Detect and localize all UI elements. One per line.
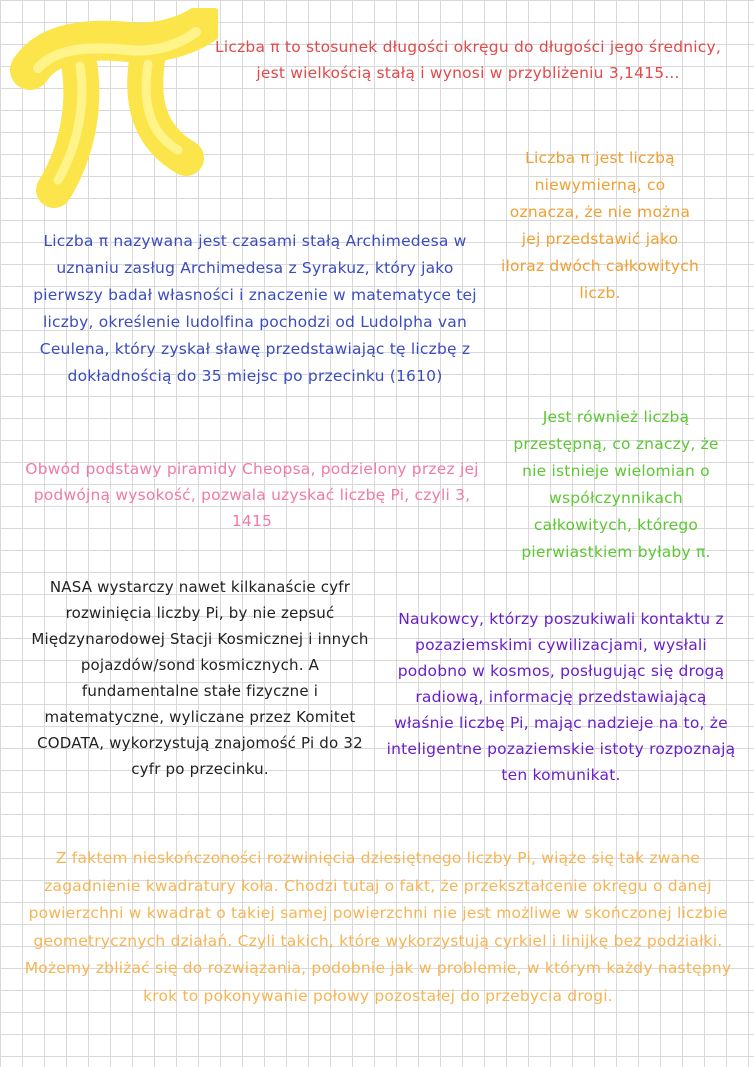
nasa-note: NASA wystarczy nawet kilkanaście cyfr rozwinięcia liczby Pi, by nie zepsuć Międzynarodowej Stacji Kosmicznej i innych pojazdów/sond kosmicznych. A fundamentalne stałe fizyczne i matematyczne, wyliczane przez Komitet CODATA, wykorzystują znajomość Pi do 32 cyfr po przecinku. — [31, 578, 369, 778]
transcendental-note: Jest również liczbą przestępną, co znaczy, że nie istnieje wielomian o współczynnikach całkowitych, którego pierwiastkiem byłaby π. — [513, 408, 719, 561]
archimedes-note: Liczba π nazywana jest czasami stałą Archimedesa w uznaniu zasług Archimedesa z Syrakuz, który jako pierwszy badał własności i znaczenie w matematyce tej liczby, określenie ludolfina pochodzi od Ludolpha van Ceulena, który zyskał sławę przedstawiając tę liczbę z dokładnością do 35 miejsc po przecinku (1610) — [33, 232, 477, 385]
irrational-note: Liczba π jest liczbą niewymierną, co oznacza, że nie można jej przedstawić jako iloraz dwóch całkowitych liczb. — [500, 149, 699, 302]
quadrature-note: Z faktem nieskończoności rozwinięcia dziesiętnego liczby Pi, wiąże się tak zwane zagadnienie kwadratury koła. Chodzi tutaj o fakt, że przekształcenie okręgu o danej powierzchni w kwadrat o takiej samej powierzchni nie jest możliwe w skończonej liczbie geometrycznych działań. Czyli takich, które wykorzystują cyrkiel i linijkę bez podziałki. Możemy zbliżać się do rozwiązania, podobnie jak w problemie, w którym każdy następny krok to pokonywanie połowy pozostałej do przebycia drogi. — [24, 849, 732, 1005]
cheops-note: Obwód podstawy piramidy Cheopsa, podzielony przez jej podwójną wysokość, pozwala uzyskać liczbę Pi, czyli 3, 1415 — [25, 460, 479, 530]
scientists-note: Naukowcy, którzy poszukiwali kontaktu z pozaziemskimi cywilizacjami, wysłali podobno w kosmos, posługując się drogą radiową, informację przedstawiającą właśnie liczbę Pi, mając nadzieje na to, że inteligentne pozaziemskie istoty rozpoznają ten komunikat. — [386, 610, 736, 784]
intro-note: Liczba π to stosunek długości okręgu do długości jego średnicy, jest wielkością stałą i wynosi w przybliżeniu 3,1415... — [215, 38, 721, 82]
pi-symbol-icon — [8, 8, 218, 208]
